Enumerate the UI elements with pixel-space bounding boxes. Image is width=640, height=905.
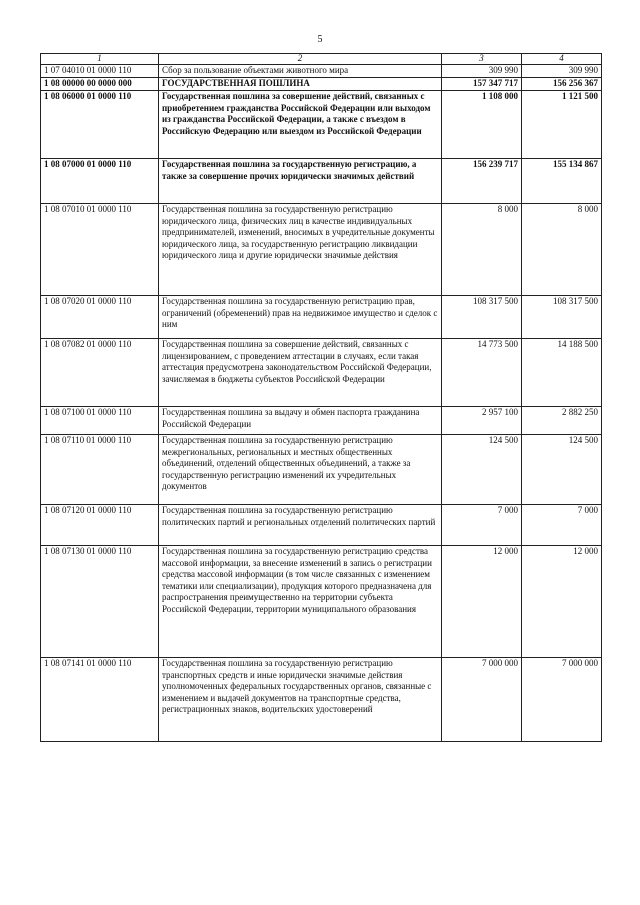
budget-code: 1 08 06000 01 0000 110 [41, 91, 159, 159]
budget-code: 1 08 07010 01 0000 110 [41, 204, 159, 296]
budget-code: 1 08 07130 01 0000 110 [41, 546, 159, 658]
revenue-name: Государственная пошлина за совершение действий, связанных с лицензированием, с проведением аттестации в случаях, если такая аттестация предусмотрена законодательством Российской Федерации, зачисляемая в бюджеты субъектов Российской Федерации [159, 339, 442, 407]
budget-code: 1 08 07141 01 0000 110 [41, 658, 159, 742]
amount-col4: 7 000 [522, 505, 602, 546]
amount-col3: 309 990 [442, 65, 522, 78]
amount-col3: 156 239 717 [442, 159, 522, 204]
budget-code: 1 08 07020 01 0000 110 [41, 296, 159, 339]
amount-col3: 157 347 717 [442, 78, 522, 91]
table-row [41, 658, 602, 742]
table-row [41, 65, 602, 78]
table-row [41, 407, 602, 435]
revenue-name: Государственная пошлина за государственную регистрацию транспортных средств и иные юридически значимые действия уполномоченных федеральных государственных органов, связанные с изменением и выдачей документов на транспортные средства, регистрационных знаков, водительских удостоверений [159, 658, 442, 742]
table-row [41, 78, 602, 91]
table-row [41, 296, 602, 339]
revenue-name: Государственная пошлина за государственную регистрацию средства массовой информации, за внесение изменений в запись о регистрации средства массовой информации (в том числе связанных с изменением тематики или специализации), продукция которого предназначена для распространения преимущественно на территории субъекта Российской Федерации, территории муниципального образования [159, 546, 442, 658]
revenue-name: Государственная пошлина за выдачу и обмен паспорта гражданина Российской Федерации [159, 407, 442, 435]
budget-code: 1 08 07120 01 0000 110 [41, 505, 159, 546]
amount-col3: 7 000 000 [442, 658, 522, 742]
revenue-name: Государственная пошлина за государственную регистрацию межрегиональных, региональных и местных общественных объединений, отделений общественных объединений, а также за государственную регистрацию изменений их учредительных документов [159, 435, 442, 505]
budget-code: 1 08 00000 00 0000 000 [41, 78, 159, 91]
amount-col3: 14 773 500 [442, 339, 522, 407]
budget-code: 1 08 07100 01 0000 110 [41, 407, 159, 435]
column-header-1: 1 [41, 54, 159, 65]
amount-col4: 108 317 500 [522, 296, 602, 339]
revenue-name: ГОСУДАРСТВЕННАЯ ПОШЛИНА [159, 78, 442, 91]
budget-code: 1 08 07110 01 0000 110 [41, 435, 159, 505]
revenue-name: Государственная пошлина за государственную регистрацию политических партий и региональных отделений политических партий [159, 505, 442, 546]
revenue-name: Государственная пошлина за совершение действий, связанных с приобретением гражданства Российской Федерации или выходом из гражданства Российской Федерации, а также с въездом в Российскую Федерацию или выездом из Российской Федерации [159, 91, 442, 159]
amount-col4: 156 256 367 [522, 78, 602, 91]
amount-col4: 14 188 500 [522, 339, 602, 407]
revenue-name: Государственная пошлина за государственную регистрацию юридического лица, физических лиц в качестве индивидуальных предпринимателей, изменений, вносимых в учредительные документы юридического лица, за государственную регистрацию ликвидации юридического лица и другие юридически значимые действия [159, 204, 442, 296]
revenue-name: Государственная пошлина за государственную регистрацию прав, ограничений (обременений) прав на недвижимое имущество и сделок с ним [159, 296, 442, 339]
amount-col4: 8 000 [522, 204, 602, 296]
budget-revenue-table [40, 53, 602, 742]
column-header-4: 4 [522, 54, 602, 65]
budget-code: 1 07 04010 01 0000 110 [41, 65, 159, 78]
amount-col4: 7 000 000 [522, 658, 602, 742]
amount-col4: 1 121 500 [522, 91, 602, 159]
amount-col3: 8 000 [442, 204, 522, 296]
amount-col3: 12 000 [442, 546, 522, 658]
amount-col4: 12 000 [522, 546, 602, 658]
amount-col4: 309 990 [522, 65, 602, 78]
table-row [41, 546, 602, 658]
table-row [41, 159, 602, 204]
amount-col4: 155 134 867 [522, 159, 602, 204]
amount-col3: 1 108 000 [442, 91, 522, 159]
revenue-name: Сбор за пользование объектами животного мира [159, 65, 442, 78]
revenue-name: Государственная пошлина за государственную регистрацию, а также за совершение прочих юридически значимых действий [159, 159, 442, 204]
amount-col4: 124 500 [522, 435, 602, 505]
budget-code: 1 08 07000 01 0000 110 [41, 159, 159, 204]
amount-col3: 108 317 500 [442, 296, 522, 339]
amount-col3: 7 000 [442, 505, 522, 546]
table-row [41, 339, 602, 407]
amount-col3: 2 957 100 [442, 407, 522, 435]
amount-col4: 2 882 250 [522, 407, 602, 435]
column-header-2: 2 [159, 54, 442, 65]
table-row [41, 91, 602, 159]
budget-code: 1 08 07082 01 0000 110 [41, 339, 159, 407]
table-row [41, 435, 602, 505]
page-number: 5 [317, 34, 323, 45]
amount-col3: 124 500 [442, 435, 522, 505]
table-row [41, 204, 602, 296]
column-header-3: 3 [442, 54, 522, 65]
table-header-row [41, 54, 602, 65]
table-row [41, 505, 602, 546]
